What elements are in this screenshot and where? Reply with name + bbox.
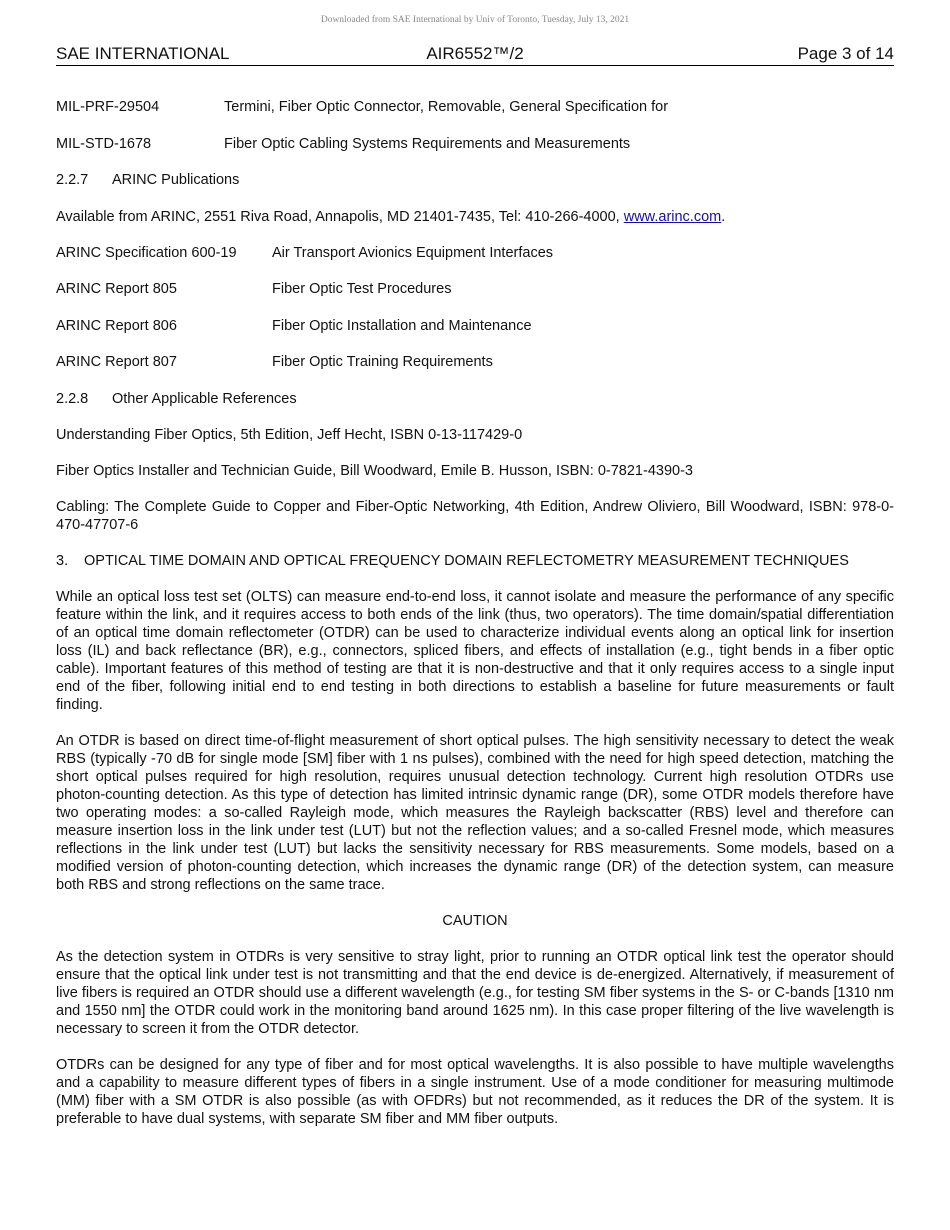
section-heading-3: [56, 552, 894, 570]
reference-code: ARINC Report 805: [56, 281, 177, 297]
page-header: [56, 44, 894, 66]
reference-code: MIL-PRF-29504: [56, 99, 160, 115]
arinc-link[interactable]: www.arinc.com: [623, 208, 722, 225]
reference-title: Fiber Optic Training Requirements: [272, 354, 493, 370]
reference-title: Fiber Optic Cabling Systems Requirements and Measurements: [224, 135, 631, 152]
other-reference: Cabling: The Complete Guide to Copper and Fiber-Optic Networking, 4th Edition, Andrew Oliviero, Bill Woodward, ISBN: 978-0-470-47707-6: [56, 499, 894, 533]
download-watermark: Downloaded from SAE International by Univ of Toronto, Tuesday, July 13, 2021: [320, 15, 630, 25]
page-content: [56, 98, 894, 1146]
caution-heading: CAUTION: [442, 913, 508, 929]
reference-row: [56, 317, 894, 335]
reference-code: MIL-STD-1678: [56, 135, 152, 152]
section-number: 2.2.8: [56, 390, 89, 407]
reference-row: [56, 353, 894, 371]
reference-code: ARINC Specification 600-19: [56, 244, 237, 261]
reference-title: Air Transport Avionics Equipment Interfaces: [272, 244, 554, 261]
other-reference: Understanding Fiber Optics, 5th Edition, Jeff Hecht, ISBN 0-13-117429-0: [56, 427, 523, 443]
body-paragraph: While an optical loss test set (OLTS) can measure end-to-end loss, it cannot isolate and measure the performance of any specific feature within the link, and it requires access to both ends of the link (thus, two operators). The time domain/spatial differentiation of an optical time domain reflectometer (OTDR) can be used to characterize individual events along an optical link for insertion loss (IL) and back reflectance (BR), e.g., connectors, spliced fibers, and effects of installation (e.g., tight bends in a fiber optic cable). Important features of this method of testing are that it is non-destructive and that it only requires access to a single input end of the fiber, following initial end to end testing in both directions to establish a baseline for future measurements or fault finding.: [56, 589, 894, 713]
section-title: OPTICAL TIME DOMAIN AND OPTICAL FREQUENCY DOMAIN REFLECTOMETRY MEASUREMENT TECHNIQUES: [84, 553, 849, 569]
reference-row: [56, 244, 894, 262]
reference-code: ARINC Report 806: [56, 317, 177, 334]
section-title: Other Applicable References: [112, 390, 297, 407]
body-paragraph: An OTDR is based on direct time-of-flight measurement of short optical pulses. The high sensitivity necessary to detect the weak RBS (typically -70 dB for single mode [SM] fiber with 1 ns pulses), combined with the need for high speed detection, matching the short optical pulses required for high resolution, requires unusual detection technology. Current high resolution OTDRs use photon-counting detection. As this type of detection has limited intrinsic dynamic range (DR), some OTDR models therefore have two operating modes: a so-called Rayleigh mode, which measures the Rayleigh backscatter (RBS) level and therefore can measure insertion loss in the link under test (LUT) but not the reflection values; and a so-called Fresnel mode, which measures reflections in the link under test (LUT) but lacks the sensitivity necessary for RBS measurements. Some models, based on a modified version of photon-counting detection, which increases the dynamic range (DR) of the detection system, can measure both RBS and strong reflections on the same trace.: [56, 733, 894, 893]
section-title: ARINC Publications: [112, 172, 240, 188]
header-page-number: Page 3 of 14: [797, 44, 894, 63]
reference-row: [56, 98, 894, 116]
section-heading-arinc: [56, 171, 894, 189]
reference-title: Fiber Optic Test Procedures: [272, 281, 452, 297]
header-org: SAE INTERNATIONAL: [56, 44, 230, 63]
reference-code: ARINC Report 807: [56, 354, 177, 370]
caution-paragraph: As the detection system in OTDRs is very sensitive to stray light, prior to running an OTDR optical link test the operator should ensure that the optical link under test is not transmitting and that the end device is de-energized. Alternatively, if measurement of live fibers is required an OTDR should use a different wavelength (e.g., for testing SM fiber systems in the S- or C-bands [1310 nm and 1550 nm] the OTDR could work in the monitoring band around 1625 nm). In this case proper filtering of the live wavelength is necessary to screen it from the OTDR detector.: [56, 949, 894, 1037]
other-reference: Fiber Optics Installer and Technician Guide, Bill Woodward, Emile B. Husson, ISBN: 0-7821-4390-3: [56, 463, 693, 479]
section-heading-other: [56, 390, 894, 408]
reference-row: [56, 135, 894, 153]
header-doc-number: AIR6552™/2: [426, 44, 524, 63]
section-number: 3.: [56, 553, 69, 569]
body-paragraph: OTDRs can be designed for any type of fiber and for most optical wavelengths. It is also possible to have multiple wavelengths and a capability to measure different types of fibers in a single instrument. Use of a mode conditioner for measuring multimode (MM) fiber with a SM OTDR is also possible (as with OFDRs) but not recommended, as it reduces the DR of the system. It is preferable to have dual systems, with separate SM fiber and MM fiber outputs.: [56, 1057, 894, 1127]
reference-row: [56, 280, 894, 298]
section-number: 2.2.7: [56, 172, 89, 188]
reference-title: Fiber Optic Installation and Maintenance: [272, 317, 532, 334]
reference-title: Termini, Fiber Optic Connector, Removable, General Specification for: [224, 99, 669, 115]
arinc-availability: Available from ARINC, 2551 Riva Road, Annapolis, MD 21401-7435, Tel: 410-266-4000, www.arinc.com.: [56, 208, 726, 225]
